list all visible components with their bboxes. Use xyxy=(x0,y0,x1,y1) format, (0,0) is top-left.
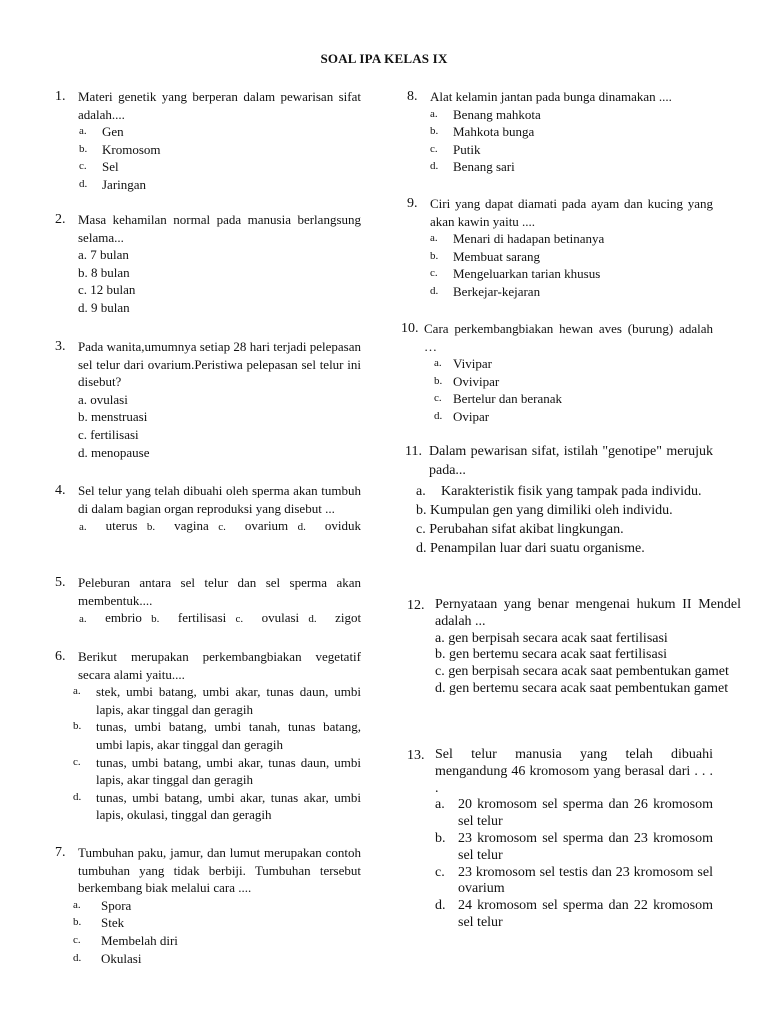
option-d[interactable]: d. zigot xyxy=(308,610,362,626)
question-text: Ciri yang dapat diamati pada ayam dan kucing yang akan kawin yaitu .... xyxy=(430,196,713,229)
question-text: Sel telur yang telah dibuahi oleh sperma akan tumbuh di dalam bagian organ reproduksi yang disebut ... xyxy=(78,483,361,516)
question-number: 10. xyxy=(401,321,419,336)
option-a[interactable]: a. Karakteristik fisik yang tampak pada individu. xyxy=(416,484,702,500)
question-text: Dalam pewarisan sifat, istilah "genotipe" merujuk pada... xyxy=(429,444,713,478)
question-text: Sel telur manusia yang telah dibuahi mengandung 46 kromosom yang berasal dari . . . . xyxy=(435,747,713,796)
question-1 xyxy=(55,88,361,194)
option-c[interactable]: c. Mengeluarkan tarian khusus xyxy=(430,266,601,282)
option-c[interactable]: c. Sel xyxy=(79,159,119,175)
option-c[interactable]: c. Bertelur dan beranak xyxy=(434,391,563,407)
question-number: 2. xyxy=(55,212,66,227)
question-7 xyxy=(55,844,361,967)
option-b[interactable]: b. Kromosom xyxy=(79,141,161,157)
options-row xyxy=(78,517,361,537)
option-a[interactable]: a. 7 bulan xyxy=(78,247,129,263)
option-d[interactable]: d. Penampilan luar dari suatu organisme. xyxy=(416,541,645,557)
option-d[interactable]: d. oviduk xyxy=(297,518,361,534)
option-c[interactable]: c. tunas, umbi batang, umbi akar, tunas daun, umbi lapis, akar tinggal dan geragih xyxy=(73,754,361,788)
option-a[interactable]: a. Menari di hadapan betinanya xyxy=(430,231,605,247)
option-c[interactable]: c. fertilisasi xyxy=(78,426,139,442)
option-d[interactable]: d. Ovipar xyxy=(434,408,490,424)
option-d[interactable]: d. Okulasi xyxy=(73,950,142,966)
option-c[interactable]: c. 23 kromosom sel testis dan 23 kromosom sel ovarium xyxy=(435,864,713,897)
option-c[interactable]: c. Membelah diri xyxy=(73,932,178,948)
option-b[interactable]: b. gen bertemu secara acak saat fertilisasi xyxy=(435,647,668,663)
question-11 xyxy=(405,443,713,558)
question-number: 3. xyxy=(55,339,66,354)
option-c[interactable]: c. 12 bulan xyxy=(78,282,136,298)
option-d[interactable]: d. menopause xyxy=(78,444,150,460)
question-number: 9. xyxy=(407,196,418,211)
question-number: 8. xyxy=(407,89,418,104)
option-a[interactable]: a. Gen xyxy=(79,124,124,140)
option-a[interactable]: a. Benang mahkota xyxy=(430,106,541,122)
options-row xyxy=(78,609,361,629)
option-a[interactable]: a. gen berpisah secara acak saat fertilisasi xyxy=(435,630,668,646)
question-5 xyxy=(55,574,361,629)
option-a[interactable]: a. 20 kromosom sel sperma dan 26 kromosom sel telur xyxy=(435,797,713,830)
question-number: 13. xyxy=(407,748,425,763)
option-a[interactable]: a. embrio xyxy=(79,610,142,626)
option-c[interactable]: c. gen berpisah secara acak saat pembentukan gamet xyxy=(435,664,729,680)
question-10 xyxy=(401,320,713,426)
question-8 xyxy=(407,88,713,176)
option-c[interactable]: c. ovarium xyxy=(218,518,289,534)
option-c[interactable]: c. Putik xyxy=(430,141,481,157)
question-text: Tumbuhan paku, jamur, dan lumut merupakan contoh tumbuhan yang tidak berbiji. Tumbuhan tersebut berkembang biak melalui cara .... xyxy=(78,845,361,896)
question-number: 5. xyxy=(55,575,66,590)
question-number: 1. xyxy=(55,89,66,104)
option-b[interactable]: b. menstruasi xyxy=(78,409,148,425)
option-a[interactable]: a. stek, umbi batang, umbi akar, tunas daun, umbi lapis, akar tinggal dan geragih xyxy=(73,684,361,717)
question-text: Pada wanita,umumnya setiap 28 hari terjadi pelepasan sel telur dari ovarium.Peristiwa pelepasan sel telur ini disebut? xyxy=(78,339,361,390)
option-c[interactable]: c. Perubahan sifat akibat lingkungan. xyxy=(416,522,624,538)
question-number: 7. xyxy=(55,845,66,860)
question-text: Peleburan antara sel telur dan sel sperma akan membentuk.... xyxy=(78,575,361,608)
option-b[interactable]: b. Kumpulan gen yang dimiliki oleh individu. xyxy=(416,503,673,519)
option-b[interactable]: b. Stek xyxy=(73,915,125,931)
option-a[interactable]: a. Vivipar xyxy=(434,356,492,372)
option-b[interactable]: b. 23 kromosom sel sperma dan 23 kromosom sel telur xyxy=(435,830,713,863)
question-3 xyxy=(55,338,361,461)
question-9 xyxy=(407,195,713,301)
option-d[interactable]: d. Jaringan xyxy=(79,176,147,192)
option-b[interactable]: b. tunas, umbi batang, umbi tanah, tunas batang, umbi lapis, akar tinggal dan geragih xyxy=(73,719,361,752)
question-number: 6. xyxy=(55,649,66,664)
option-b[interactable]: b. 8 bulan xyxy=(78,264,130,280)
question-2 xyxy=(55,211,361,317)
option-a[interactable]: a. ovulasi xyxy=(78,391,128,407)
question-text: Masa kehamilan normal pada manusia berlangsung selama... xyxy=(78,212,361,245)
question-6 xyxy=(55,648,361,824)
option-d[interactable]: d. Berkejar-kejaran xyxy=(430,283,541,299)
option-a[interactable]: a. uterus xyxy=(79,518,138,534)
option-d[interactable]: d. Benang sari xyxy=(430,159,515,175)
question-text: Berikut merupakan perkembangbiakan vegetatif secara alami yaitu.... xyxy=(78,649,361,682)
option-b[interactable]: b. Ovivipar xyxy=(434,373,500,389)
option-b[interactable]: b. fertilisasi xyxy=(151,610,227,626)
question-number: 12. xyxy=(407,598,425,613)
option-b[interactable]: b. Mahkota bunga xyxy=(430,124,535,140)
page-title: SOAL IPA KELAS IX xyxy=(320,51,448,66)
question-text: Pernyataan yang benar mengenai hukum II Mendel adalah ... xyxy=(435,597,741,629)
option-b[interactable]: b. vagina xyxy=(146,518,209,534)
question-text: Alat kelamin jantan pada bunga dinamakan .... xyxy=(430,89,672,104)
option-d[interactable]: d. gen bertemu secara acak saat pembentukan gamet xyxy=(435,680,729,696)
question-4 xyxy=(55,482,361,537)
option-a[interactable]: a. Spora xyxy=(73,897,132,913)
question-12 xyxy=(407,597,741,698)
option-d[interactable]: d. tunas, umbi batang, umbi akar, tunas akar, umbi lapis, okulasi, tinggal dan geragih xyxy=(73,789,361,823)
option-d[interactable]: d. 9 bulan xyxy=(78,299,130,315)
option-b[interactable]: b. Membuat sarang xyxy=(430,248,541,264)
question-number: 11. xyxy=(405,444,422,459)
option-d[interactable]: d. 24 kromosom sel sperma dan 22 kromosom sel telur xyxy=(435,898,713,930)
option-c[interactable]: c. ovulasi xyxy=(235,610,300,626)
question-13 xyxy=(407,747,713,932)
question-number: 4. xyxy=(55,483,66,498)
question-text: Materi genetik yang berperan dalam pewarisan sifat adalah.... xyxy=(78,89,361,122)
question-text: Cara perkembangbiakan hewan aves (burung) adalah … xyxy=(424,321,713,354)
